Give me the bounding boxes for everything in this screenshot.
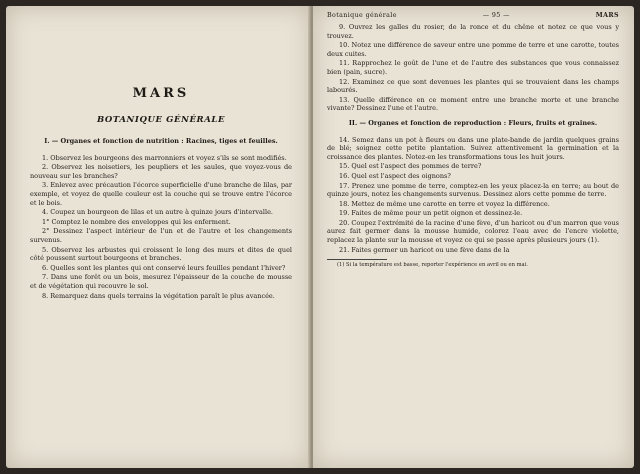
question-item: 2° Dessinez l'aspect intérieur de l'un et de l'autre et les changements survenus. — [30, 227, 292, 244]
left-page-content — [30, 86, 292, 301]
question-item: 18. Mettez de même une carotte en terre et voyez la différence. — [339, 199, 550, 208]
question-item: 16. Quel est l'aspect des oignons? — [339, 171, 451, 180]
question-item: 3. Enlevez avec précaution l'écorce superficielle d'une branche de lilas, par exemple, et voyez de quelle couleur est la couche qui se trouve entre l'écorce et le bois. — [30, 181, 292, 207]
right-page — [313, 6, 634, 468]
right-page-content — [327, 12, 619, 269]
question-item: 9. Ouvrez les galles du rosier, de la ronce et du chêne et notez ce que vous y trouvez. — [327, 23, 619, 40]
question-item: 10. Notez une différence de saveur entre une pomme de terre et une carotte, toutes deux cuites. — [327, 41, 619, 58]
footnote-rule — [327, 259, 387, 260]
question-item: 8. Remarquez dans quels terrains la végétation paraît le plus avancée. — [42, 291, 275, 300]
month-title: MARS — [132, 86, 190, 101]
question-item: 13. Quelle différence en ce moment entre une branche morte et une branche vivante? Dessinez l'une et l'autre. — [327, 95, 619, 113]
section-title: BOTANIQUE GÉNÉRALE — [96, 115, 226, 125]
question-item: 21. Faites germer un haricot ou une fève dans de la — [339, 245, 510, 254]
left-page — [6, 6, 311, 468]
question-item: 2. Observez les noisetiers, les peupliers et les saules, que voyez-vous de nouveau sur les branches? — [30, 163, 292, 180]
question-item: 5. Observez les arbustes qui croissent le long des murs et dites de quel côté poussent surtout bourgeons et branches. — [30, 245, 292, 263]
question-item: 14. Semez dans un pot à fleurs ou dans une plate-bande de jardin quelques grains de blé; soignez cette petite plantation. Suivez attentivement la germination et la croissance des plantes. Notez-en les transformations tous les huit jours. — [327, 135, 619, 161]
question-item: 15. Quel est l'aspect des pommes de terre? — [339, 162, 482, 171]
question-item: 19. Faites de même pour un petit oignon et dessinez-le. — [339, 209, 523, 218]
right-question-list-a — [327, 23, 619, 113]
question-item: 6. Quelles sont les plantes qui ont conservé leurs feuilles pendant l'hiver? — [42, 263, 286, 272]
question-item: 17. Prenez une pomme de terre, comptez-en les yeux placez-la en terre; au bout de quinze jours, notez les changements survenus. Dessinez alors cette pomme de terre. — [327, 181, 619, 199]
question-item: 11. Rapprochez le goût de l'une et de l'autre des substances que vous connaissez bien (pain, sucre). — [327, 59, 619, 76]
section-heading-nutrition: I. — Organes et fonction de nutrition : Racines, tiges et feuilles. — [44, 137, 278, 145]
running-head-title: Botanique générale — [327, 12, 397, 19]
section-heading-reproduction: II. — Organes et fonction de reproduction : Fleurs, fruits et graines. — [348, 118, 598, 127]
question-item: 20. Coupez l'extrémité de la racine d'une fève, d'un haricot ou d'un marron que vous aurez fait germer dans la mousse humide, colorez l'eau avec de l'encre violette, replacez la plante sur la mousse et voyez ce qui se passe après plusieurs jours (1). — [327, 218, 619, 245]
question-item: 1° Comptez le nombre des enveloppes qui les enferment. — [42, 217, 231, 226]
running-head — [327, 12, 619, 19]
running-head-month: MARS — [595, 12, 619, 19]
question-item: 7. Dans une forêt ou un bois, mesurez l'épaisseur de la couche de mousse et de végétation qui recouvre le sol. — [30, 273, 292, 290]
page-number: — 95 — — [482, 12, 510, 19]
left-question-list — [30, 154, 292, 301]
question-item: 4. Coupez un bourgeon de lilas et un autre à quinze jours d'intervalle. — [42, 208, 273, 217]
right-question-list-b — [327, 136, 619, 255]
footnote: (1) Si la température est basse, reporter l'expérience en avril ou en mai. — [337, 262, 528, 269]
question-item: 1. Observez les bourgeons des marronniers et voyez s'ils se sont modifiés. — [42, 153, 287, 162]
question-item: 12. Examinez ce que sont devenues les plantes qui se trouvaient dans les champs labourés. — [327, 77, 619, 95]
